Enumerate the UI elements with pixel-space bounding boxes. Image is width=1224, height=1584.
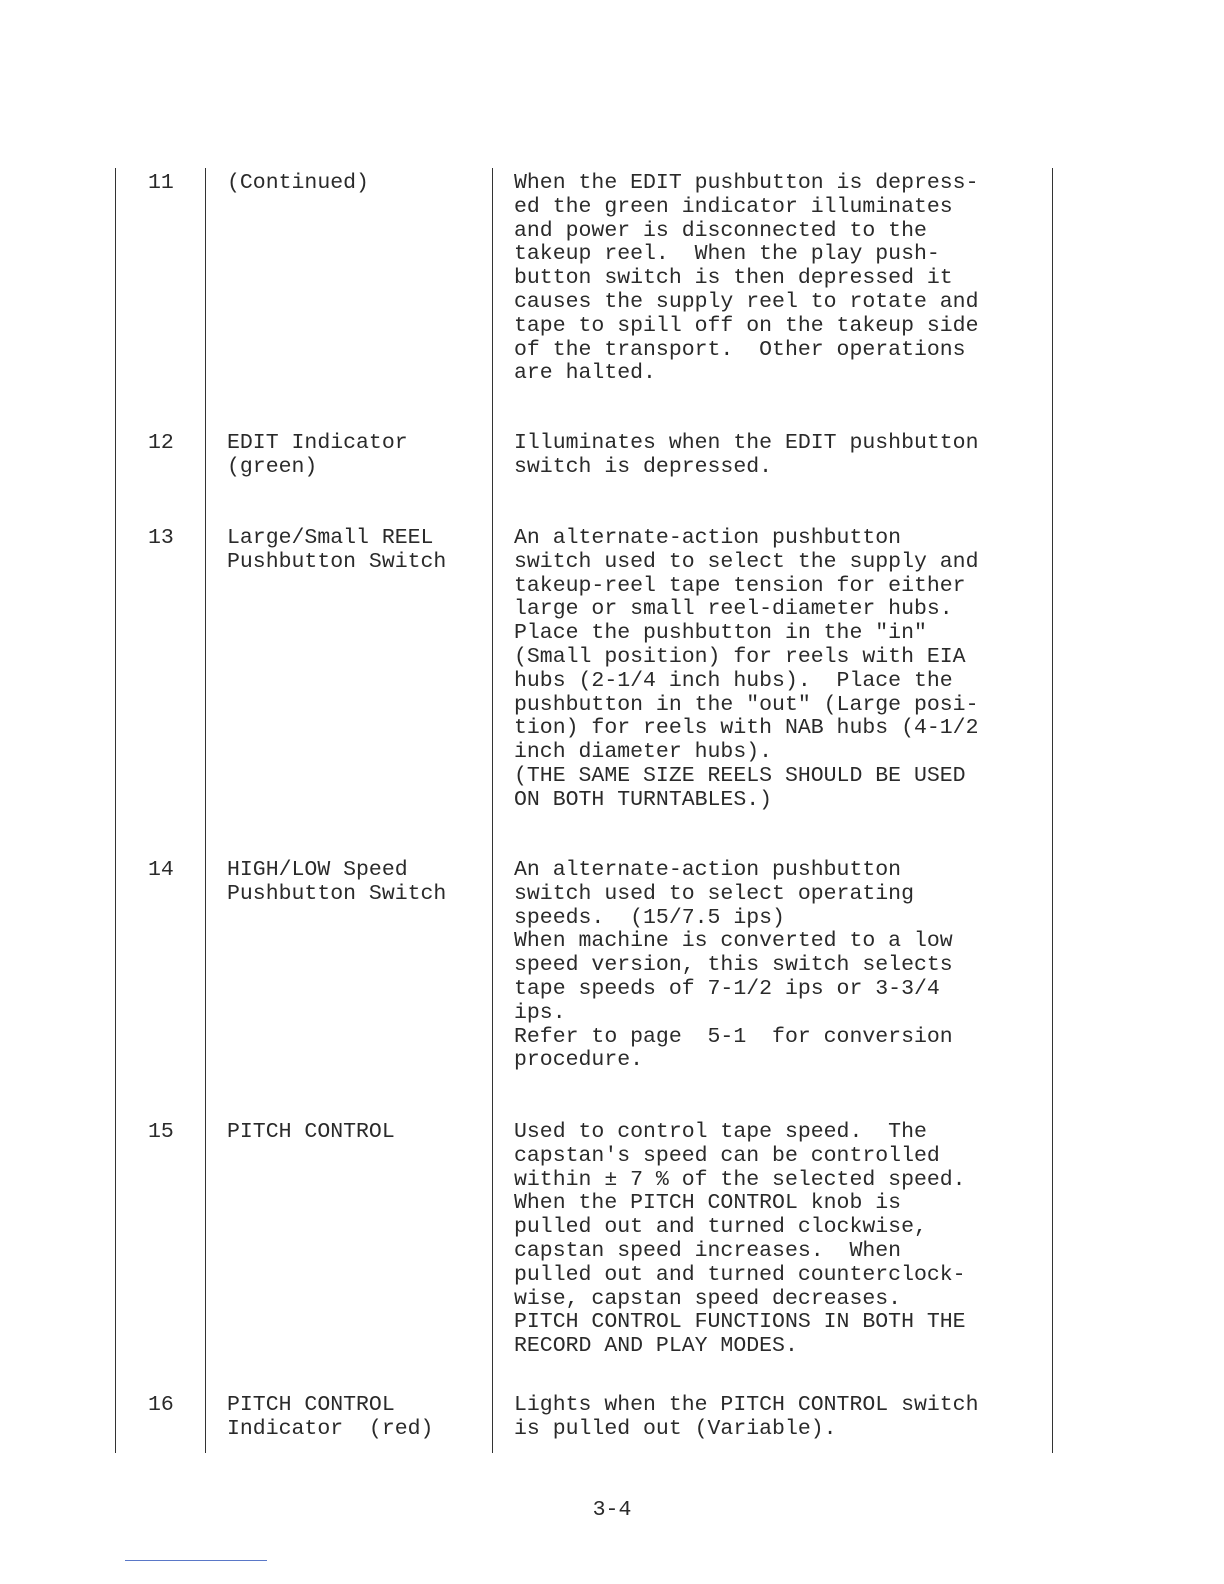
control-name	[227, 859, 446, 907]
description-line: switch used to select operating	[514, 881, 914, 906]
control-description	[514, 859, 953, 1073]
description-line: speeds. (15/7.5 ips)	[514, 905, 785, 930]
item-number: 14	[148, 858, 174, 882]
description-line: Refer to page 5-1 for conversion	[514, 1024, 953, 1049]
description-line: inch diameter hubs).	[514, 740, 773, 765]
description-line: takeup-reel tape tension for either	[514, 573, 966, 598]
column-divider-1	[205, 168, 206, 1453]
table-border-left	[115, 168, 116, 1453]
item-number: 16	[148, 1393, 174, 1417]
description-line: causes the supply reel to rotate and	[514, 289, 979, 314]
description-line: pulled out and turned clockwise,	[514, 1215, 927, 1240]
control-name-line: Pushbutton Switch	[227, 881, 447, 906]
table-border-right	[1052, 168, 1053, 1453]
page-number: 3-4	[592, 1498, 632, 1522]
column-divider-2	[492, 168, 493, 1453]
control-name-line: PITCH CONTROL	[227, 1393, 395, 1417]
description-line: capstan speed increases. When	[514, 1238, 902, 1263]
description-line: Used to control tape speed. The	[514, 1120, 927, 1144]
description-line: of the transport. Other operations	[514, 337, 966, 362]
description-line: tion) for reels with NAB hubs (4-1/2	[514, 716, 979, 741]
control-name	[227, 172, 369, 196]
item-number: 13	[148, 526, 174, 550]
control-name-line: Indicator (red)	[227, 1416, 434, 1441]
description-line: tape to spill off on the takeup side	[514, 313, 979, 338]
control-description	[514, 527, 978, 813]
description-line: speed version, this switch selects	[514, 953, 953, 978]
description-line: ips.	[514, 1000, 566, 1025]
description-line: wise, capstan speed decreases.	[514, 1286, 902, 1311]
description-line: ed the green indicator illuminates	[514, 194, 953, 219]
control-name-line: (Continued)	[227, 171, 369, 195]
description-line: Illuminates when the EDIT pushbutton	[514, 431, 979, 455]
control-name-line: EDIT Indicator	[227, 431, 408, 455]
control-name-line: PITCH CONTROL	[227, 1120, 395, 1144]
description-line: When the PITCH CONTROL knob is	[514, 1191, 902, 1216]
description-line: within ± 7 % of the selected speed.	[514, 1167, 966, 1192]
description-line: An alternate-action pushbutton	[514, 526, 902, 550]
description-line: RECORD AND PLAY MODES.	[514, 1334, 798, 1359]
control-name-line: Pushbutton Switch	[227, 549, 447, 574]
description-line: Place the pushbutton in the "in"	[514, 621, 927, 646]
control-name	[227, 527, 446, 575]
description-line: button switch is then depressed it	[514, 266, 953, 291]
description-line: switch used to select the supply and	[514, 549, 979, 574]
description-line: pushbutton in the "out" (Large posi-	[514, 692, 979, 717]
control-description	[514, 1121, 966, 1359]
control-description	[514, 1394, 978, 1442]
item-number: 12	[148, 431, 174, 455]
item-number: 11	[148, 171, 174, 195]
description-line: capstan's speed can be controlled	[514, 1143, 940, 1168]
description-line: is pulled out (Variable).	[514, 1416, 837, 1441]
item-number: 15	[148, 1120, 174, 1144]
description-line: (THE SAME SIZE REELS SHOULD BE USED	[514, 763, 966, 788]
control-name-line: Large/Small REEL	[227, 526, 434, 550]
control-name	[227, 432, 408, 480]
description-line: When the EDIT pushbutton is depress-	[514, 171, 979, 195]
description-line: are halted.	[514, 361, 656, 386]
description-line: When machine is converted to a low	[514, 929, 953, 954]
control-description	[514, 432, 978, 480]
description-line: (Small position) for reels with EIA	[514, 644, 966, 669]
description-line: pulled out and turned counterclock-	[514, 1262, 966, 1287]
description-line: takeup reel. When the play push-	[514, 242, 940, 267]
description-line: tape speeds of 7-1/2 ips or 3-3/4	[514, 976, 940, 1001]
description-line: switch is depressed.	[514, 454, 773, 479]
control-description	[514, 172, 978, 386]
description-line: Lights when the PITCH CONTROL switch	[514, 1393, 979, 1417]
control-name-line: HIGH/LOW Speed	[227, 858, 408, 882]
control-name	[227, 1121, 395, 1145]
control-name-line: (green)	[227, 454, 318, 479]
description-line: large or small reel-diameter hubs.	[514, 597, 953, 622]
description-line: An alternate-action pushbutton	[514, 858, 902, 882]
description-line: and power is disconnected to the	[514, 218, 927, 243]
description-line: ON BOTH TURNTABLES.)	[514, 787, 773, 812]
bottom-rule	[125, 1560, 267, 1561]
description-line: hubs (2-1/4 inch hubs). Place the	[514, 668, 953, 693]
description-line: PITCH CONTROL FUNCTIONS IN BOTH THE	[514, 1310, 966, 1335]
description-line: procedure.	[514, 1048, 644, 1073]
control-name	[227, 1394, 433, 1442]
